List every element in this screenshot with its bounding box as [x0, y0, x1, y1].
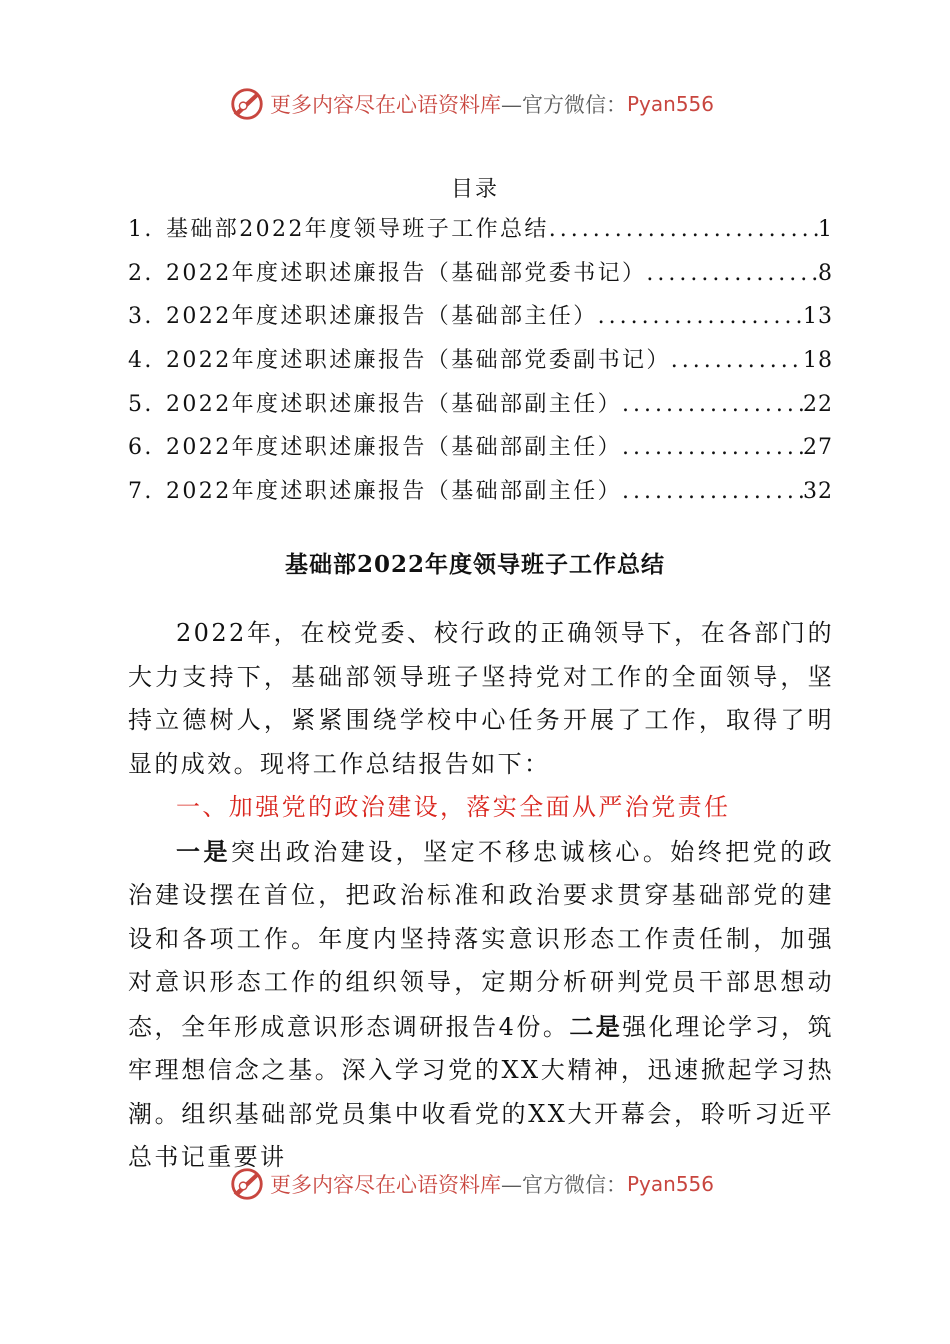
- toc-item-number: 3.: [128, 304, 154, 330]
- toc-item[interactable]: [128, 212, 833, 256]
- toc-item[interactable]: [128, 430, 833, 474]
- point-text-2: 强化理论学习，筑牢理想信念之基。深入学习党的XX大精神，迅速掀起学习热潮。组织基础部党员集中收看党的XX大开幕会，聆听习近平总书记重要讲: [128, 1012, 834, 1171]
- toc-item-text: 2022年度述职述廉报告（基础部党委书记）: [166, 260, 647, 286]
- banner-text-id: Pyan556: [627, 92, 715, 116]
- toc-item-number: 7.: [128, 479, 154, 505]
- intro-paragraph: 2022年，在校党委、校行政的正确领导下，在各部门的大力支持下，基础部领导班子坚持党对工作的全面领导，坚持立德树人，紧紧围绕学校中心任务开展了工作，取得了明显的成效。现将工作总结报告如下：: [128, 619, 834, 778]
- toc-item-number: 1.: [128, 217, 154, 242]
- toc-leader-dots: [646, 261, 818, 286]
- toc-item-text: 2022年度述职述廉报告（基础部副主任）: [166, 479, 622, 505]
- toc-leader-dots: [549, 217, 818, 242]
- toc-leader-dots: [622, 479, 803, 504]
- toc-item-page: 32: [803, 479, 833, 505]
- toc-item-page: 1: [818, 217, 833, 242]
- point-lead-1: 一是: [176, 836, 231, 866]
- toc-item-text: 基础部2022年度领导班子工作总结: [166, 217, 549, 242]
- toc-item-page: 18: [803, 348, 833, 374]
- toc-item[interactable]: [128, 387, 833, 431]
- toc-item-number: 2.: [128, 260, 154, 286]
- banner-text-wechat: —官方微信：: [501, 1173, 627, 1197]
- banner-text-main: 更多内容尽在心语资料库: [270, 1173, 501, 1197]
- point-text-1: 突出政治建设，坚定不移忠诚核心。始终把党的政治建设摆在首位，把政治标准和政治要求贯穿基础部党的建设和各项工作。年度内坚持落实意识形态工作责任制，加强对意识形态工作的组织领导，定期分析研判党员干部思想动态，全年形成意识形态调研报告4份。: [128, 837, 834, 1041]
- toc-item-number: 4.: [128, 348, 154, 374]
- toc-title: 目录: [450, 177, 499, 202]
- toc-item[interactable]: [128, 474, 833, 518]
- toc-leader-dots: [671, 348, 803, 373]
- toc-item[interactable]: [128, 343, 833, 387]
- section-heading: 一、加强党的政治建设，落实全面从严治党责任: [176, 793, 731, 821]
- toc-leader-dots: [622, 435, 803, 460]
- table-of-contents: [128, 212, 833, 518]
- toc-item-page: 8: [818, 260, 833, 286]
- toc-item-number: 5.: [128, 391, 154, 417]
- toc-item-text: 2022年度述职述廉报告（基础部副主任）: [166, 391, 622, 417]
- footer-banner: [228, 1164, 714, 1204]
- header-banner: [228, 84, 714, 124]
- toc-item-page: 22: [803, 391, 833, 417]
- pen-logo-icon: [228, 85, 266, 123]
- toc-leader-dots: [622, 392, 803, 417]
- toc-item-text: 2022年度述职述廉报告（基础部主任）: [166, 304, 598, 330]
- toc-item-page: 27: [803, 435, 833, 461]
- toc-item-text: 2022年度述职述廉报告（基础部副主任）: [166, 435, 622, 461]
- document-title: 基础部2022年度领导班子工作总结: [284, 551, 665, 578]
- toc-leader-dots: [598, 304, 803, 329]
- toc-item-text: 2022年度述职述廉报告（基础部党委副书记）: [166, 348, 671, 374]
- banner-text-id: Pyan556: [627, 1172, 715, 1196]
- body-paragraph: [128, 830, 834, 1180]
- toc-item-number: 6.: [128, 435, 154, 461]
- toc-item[interactable]: [128, 299, 833, 343]
- pen-logo-icon: [228, 1165, 266, 1203]
- toc-item-page: 13: [803, 304, 833, 330]
- toc-item[interactable]: [128, 256, 833, 300]
- document-body: [128, 612, 834, 1180]
- point-lead-2: 二是: [569, 1011, 623, 1041]
- banner-text-main: 更多内容尽在心语资料库: [270, 93, 501, 117]
- banner-text-wechat: —官方微信：: [501, 93, 627, 117]
